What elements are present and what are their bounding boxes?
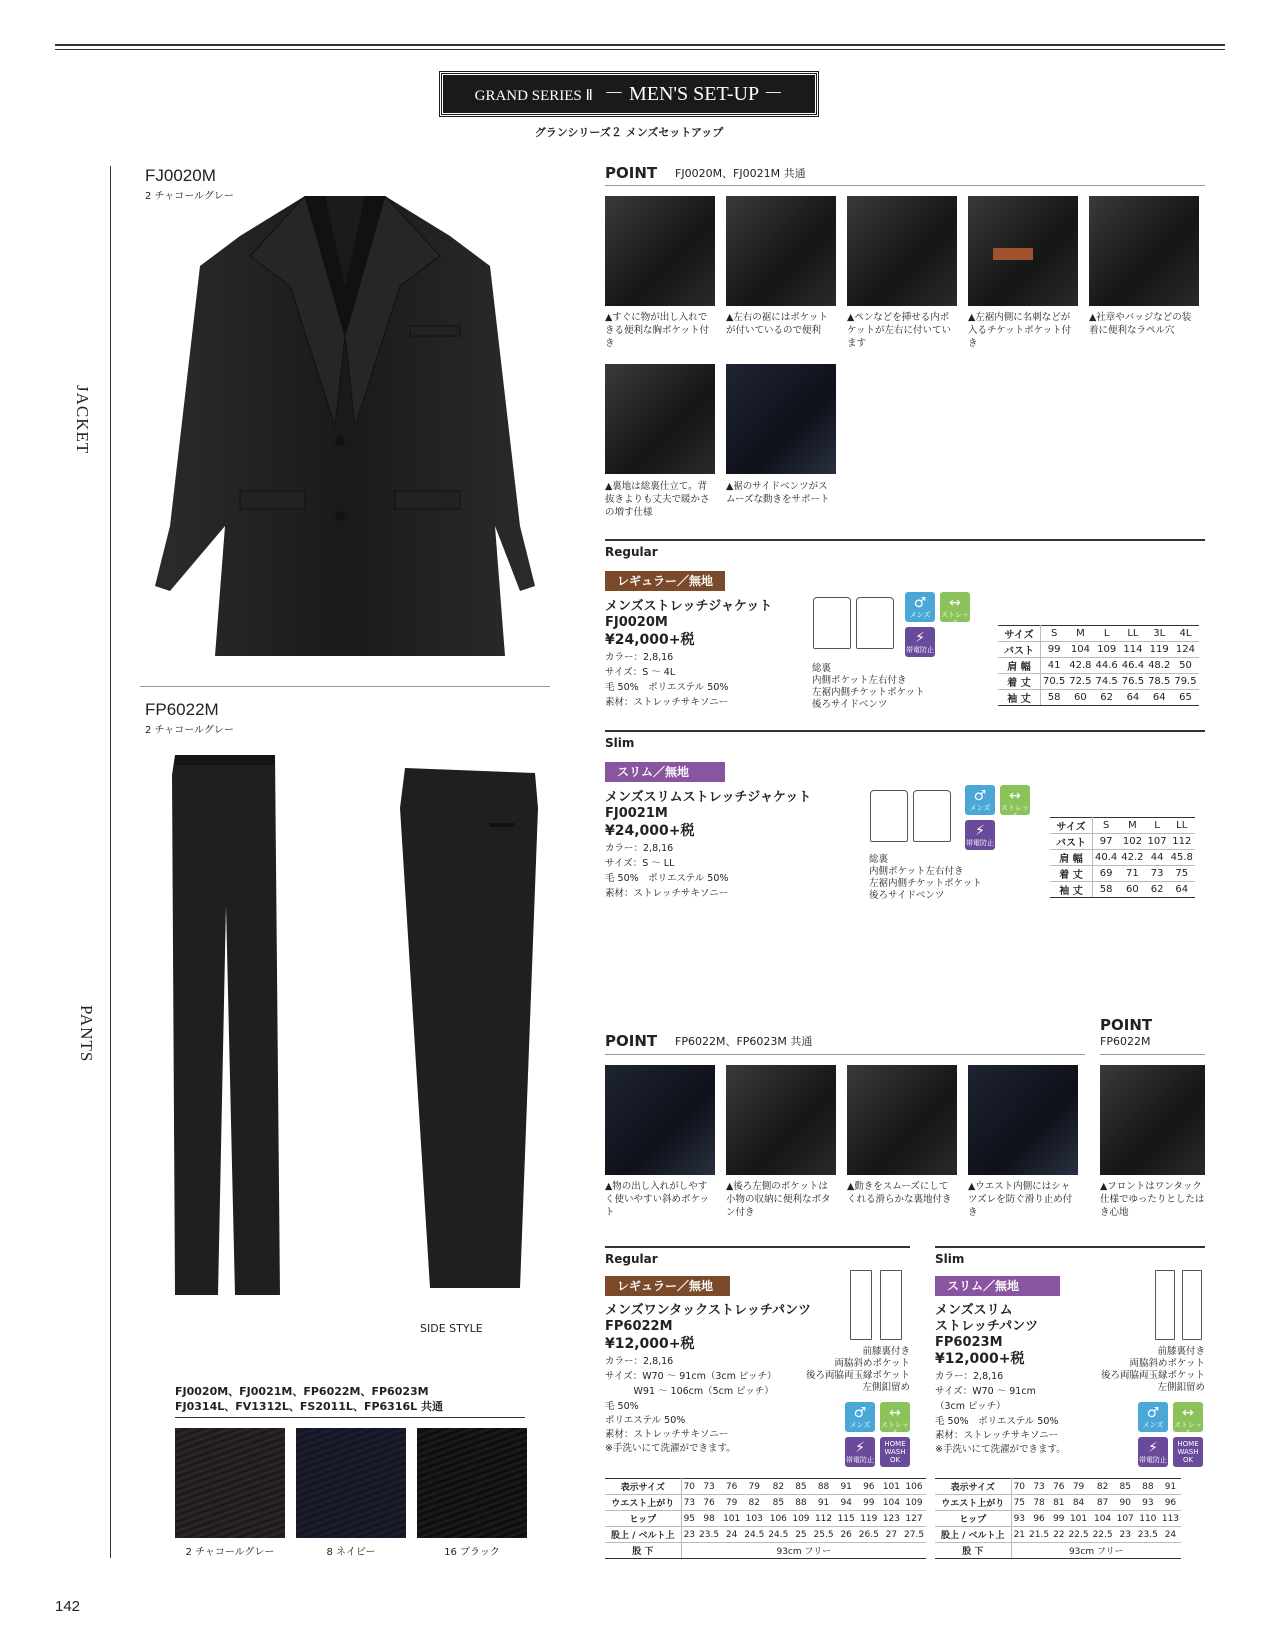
pants-regular-section: Regular xyxy=(605,1252,658,1266)
series-name: GRAND SERIES Ⅱ xyxy=(474,88,593,104)
pants-slim-feature-1: 前膝裏付き xyxy=(1157,1346,1205,1357)
jacket-slim-feature-1: 総裏 xyxy=(869,854,889,865)
jacket-slim-spec-color: カラー：2,8,16 xyxy=(605,843,674,854)
pants-slim-spec-1: カラー：2,8,16 xyxy=(935,1371,1004,1382)
pants-color: 2 チャコールグレー xyxy=(145,725,234,736)
point-photo-inner-pocket xyxy=(847,196,957,306)
pants-side-photo xyxy=(400,768,540,1298)
pants-point-caption-3: ▲動きをスムーズにしてくれる滑らかな裏地付き xyxy=(847,1181,952,1205)
pants-side-label: PANTS xyxy=(77,1005,96,1063)
mens-icon: ♂ メンズ xyxy=(905,592,935,622)
point-photo-lining xyxy=(605,364,715,474)
side-style-label: SIDE STYLE xyxy=(420,1322,483,1335)
swatch-label-black: 16 ブラック xyxy=(444,1547,500,1558)
point-photo-chest-pocket xyxy=(605,196,715,306)
pants-slim-feature-3: 後ろ両脇両玉縁ポケット xyxy=(1100,1370,1205,1381)
swatch-rule xyxy=(175,1417,525,1418)
pants-slim-size-table: 表示サイズ 70 73 76 79 82 85 88 91 ウエスト上がり 75 78 81 84 87 90 93 96 ヒップ 93 96 99 101 104 107 110 113 股上 / ベルト上 21 21.5 22 22.5 22.5 23 23.5 24 股 下 93cm フリー xyxy=(935,1478,1181,1559)
stretch-icon: ↔ ストレッチ xyxy=(940,592,970,622)
jacket-color: 2 チャコールグレー xyxy=(145,191,234,202)
jacket-code: FJ0020M xyxy=(145,166,216,185)
jacket-regular-spec-fabric: 毛 50% ポリエステル 50% xyxy=(605,682,729,693)
pants-point-photo-waist xyxy=(968,1065,1078,1175)
pants-regular-spec-3: W91 ～ 106cm（5cm ピッチ） xyxy=(605,1386,774,1397)
left-rule xyxy=(110,166,111,1558)
jacket-slim-spec-fabric: 毛 50% ポリエステル 50% xyxy=(605,873,729,884)
series-title: － MEN'S SET-UP － xyxy=(603,83,784,105)
pants-regular-price: ¥12,000+税 xyxy=(605,1336,695,1352)
point-caption-1: ▲すぐに物が出し入れできる便利な胸ポケット付き xyxy=(605,312,710,349)
jacket-slim-sketch-front xyxy=(870,790,908,842)
jacket-regular-feature-2: 内側ポケット左右付き xyxy=(812,675,907,686)
swatch-models-1: FJ0020M、FJ0021M、FP6022M、FP6023M xyxy=(175,1385,429,1398)
pants-regular-sketch-front xyxy=(850,1270,872,1340)
pants-regular-spec-5: ポリエステル 50% xyxy=(605,1415,686,1426)
point-caption-4: ▲左裾内側に名刺などが入るチケットポケット付き xyxy=(968,312,1072,349)
pants-regular-spec-1: カラー：2,8,16 xyxy=(605,1356,674,1367)
swatch-models-2: FJ0314L、FV1312L、FS2011L、FP6316L 共通 xyxy=(175,1400,443,1413)
pants-slim-spec-2: サイズ：W70 ～ 91cm xyxy=(935,1386,1036,1397)
jacket-slim-code: FJ0021M xyxy=(605,806,668,821)
jacket-slim-section: Slim xyxy=(605,736,635,750)
mens-icon: ♂ メンズ xyxy=(845,1402,875,1432)
point-photo-ticket-pocket xyxy=(968,196,1078,306)
jacket-point-label: POINT xyxy=(605,164,658,182)
jacket-slim-feature-3: 左裾内側チケットポケット xyxy=(869,878,982,889)
series-title-box xyxy=(440,72,818,116)
pants-point-photo-lining xyxy=(847,1065,957,1175)
point-caption-3: ▲ペンなどを挿せる内ポケットが左右に付いています xyxy=(847,312,952,349)
point-caption-2: ▲左右の裾にはポケットが付いているので便利 xyxy=(726,312,828,336)
pants-slim-name-2: ストレッチパンツ xyxy=(935,1319,1039,1334)
swatch-label-navy: 8 ネイビー xyxy=(326,1547,376,1558)
jacket-side-label: JACKET xyxy=(73,385,92,455)
point-caption-7: ▲裾のサイドベンツがスムーズな動きをサポート xyxy=(726,481,830,505)
home-wash-icon: HOME WASH OK xyxy=(1173,1437,1203,1467)
point-photo-side-vent xyxy=(726,364,836,474)
pants-point-caption-4: ▲ウエスト内側にはシャツズレを防ぐ滑り止め付き xyxy=(968,1181,1073,1218)
pants-point-models: FP6022M、FP6023M 共通 xyxy=(675,1035,813,1048)
pants-slim-price: ¥12,000+税 xyxy=(935,1351,1025,1367)
jacket-regular-rule xyxy=(605,539,1205,541)
jacket-slim-price: ¥24,000+税 xyxy=(605,823,695,839)
stretch-icon: ↔ ストレッチ xyxy=(1173,1402,1203,1432)
stretch-icon: ↔ ストレッチ xyxy=(1000,785,1030,815)
jacket-regular-name: メンズストレッチジャケット xyxy=(605,599,773,614)
pants-point-photo-tuck xyxy=(1100,1065,1205,1175)
mens-icon: ♂ メンズ xyxy=(1138,1402,1168,1432)
swatch-label-charcoal: 2 チャコールグレー xyxy=(185,1547,275,1558)
jacket-slim-name: メンズスリムストレッチジャケット xyxy=(605,790,812,805)
top-rule xyxy=(55,44,1225,46)
jacket-slim-rule xyxy=(605,730,1205,732)
stretch-icon: ↔ ストレッチ xyxy=(880,1402,910,1432)
home-wash-icon: HOME WASH OK xyxy=(880,1437,910,1467)
jacket-point-models: FJ0020M、FJ0021M 共通 xyxy=(675,167,806,180)
pants-regular-spec-2: サイズ：W70 ～ 91cm（3cm ピッチ） xyxy=(605,1371,777,1382)
pants-regular-tag: レギュラー／無地 xyxy=(605,1276,730,1296)
jacket-regular-feature-1: 総裏 xyxy=(812,663,832,674)
point-caption-6: ▲裏地は総裏仕立て。背抜きよりも丈夫で暖かさの増す仕様 xyxy=(605,481,710,518)
jacket-photo xyxy=(140,196,550,666)
jacket-regular-spec-size: サイズ：S ～ 4L xyxy=(605,667,676,678)
pants-regular-code: FP6022M xyxy=(605,1319,673,1334)
pants-slim-name-1: メンズスリム xyxy=(935,1303,1013,1318)
pants-point-photo-back-pocket xyxy=(726,1065,836,1175)
jacket-slim-spec-size: サイズ：S ～ LL xyxy=(605,858,675,869)
jacket-slim-size-table: サイズ S M L LL バスト 97 102 107 112 肩 幅 40.4 42.2 44 45.8 着 丈 69 71 73 75 袖 丈 58 60 62 64 xyxy=(1050,817,1195,898)
pants-point-photo-pocket xyxy=(605,1065,715,1175)
page-number: 142 xyxy=(55,1598,81,1615)
swatch-navy xyxy=(296,1428,406,1538)
jacket-slim-sketch-back xyxy=(913,790,951,842)
point-photo-lapel-hole xyxy=(1089,196,1199,306)
jacket-slim-feature-2: 内側ポケット左右付き xyxy=(869,866,964,877)
pants-regular-rule xyxy=(605,1246,910,1248)
jacket-regular-tag: レギュラー／無地 xyxy=(605,571,725,591)
pants-slim-code: FP6023M xyxy=(935,1335,1003,1350)
pants-slim-spec-5: 素材：ストレッチサキソニー xyxy=(935,1430,1059,1441)
pants-regular-name: メンズワンタックストレッチパンツ xyxy=(605,1303,812,1318)
jacket-slim-feature-4: 後ろサイドベンツ xyxy=(869,890,945,901)
jacket-regular-feature-3: 左裾内側チケットポケット xyxy=(812,687,925,698)
pants-point-rule xyxy=(605,1054,1085,1055)
pants-slim-sketch-front xyxy=(1155,1270,1175,1340)
pants-slim-spec-3: （3cm ピッチ） xyxy=(935,1401,1006,1412)
pants-regular-size-table: 表示サイズ 70 73 76 79 82 85 88 91 96 101 106 ウエスト上がり 73 76 79 82 85 88 91 94 99 104 109 ヒップ 95 98 101 103 106 109 112 115 119 123 127 股上 / ベルト上 23 23.5 24 24.5 24.5 25 25.5 26 26.5 27 27.5 股 下 93cm フリー xyxy=(605,1478,926,1559)
jacket-slim-spec-material: 素材：ストレッチサキソニー xyxy=(605,888,729,899)
pants-code: FP6022M xyxy=(145,700,219,719)
series-subtitle: グランシリーズ２ メンズセットアップ xyxy=(534,126,724,139)
jacket-regular-sketch-front xyxy=(813,597,851,649)
pants-regular-feature-1: 前膝裏付き xyxy=(862,1346,910,1357)
mens-icon: ♂ メンズ xyxy=(965,785,995,815)
point-photo-hem-pocket xyxy=(726,196,836,306)
pants-slim-sketch-back xyxy=(1182,1270,1202,1340)
jacket-point-rule xyxy=(605,185,1205,186)
pants-front-photo xyxy=(170,755,280,1315)
pants-slim-spec-4: 毛 50% ポリエステル 50% xyxy=(935,1416,1059,1427)
top-rule-thin xyxy=(55,49,1225,50)
pants-slim-rule xyxy=(935,1246,1205,1248)
swatch-black xyxy=(417,1428,527,1538)
antistatic-icon: ⚡ 帯電防止 xyxy=(1138,1437,1168,1467)
pants-slim-tag: スリム／無地 xyxy=(935,1276,1060,1296)
pants-point-label: POINT xyxy=(605,1032,658,1050)
pants-slim-section: Slim xyxy=(935,1252,965,1266)
antistatic-icon: ⚡ 帯電防止 xyxy=(905,627,935,657)
jacket-regular-spec-color: カラー：2,8,16 xyxy=(605,652,674,663)
jacket-regular-sketch-back xyxy=(856,597,894,649)
jacket-regular-feature-4: 後ろサイドベンツ xyxy=(812,699,888,710)
jacket-regular-price: ¥24,000+税 xyxy=(605,632,695,648)
pants-slim-feature-4: 左側釦留め xyxy=(1157,1382,1205,1393)
jacket-regular-code: FJ0020M xyxy=(605,615,668,630)
pants-regular-spec-4: 毛 50% xyxy=(605,1401,639,1412)
antistatic-icon: ⚡ 帯電防止 xyxy=(965,820,995,850)
point-caption-5: ▲社章やバッジなどの装着に便利なラペル穴 xyxy=(1089,312,1192,336)
pants-point2-caption: ▲フロントはワンタック仕様でゆったりとしたはき心地 xyxy=(1100,1181,1205,1218)
pants-slim-feature-2: 両脇斜めポケット xyxy=(1129,1358,1205,1369)
pants-regular-sketch-back xyxy=(880,1270,902,1340)
jacket-slim-tag: スリム／無地 xyxy=(605,762,725,782)
pants-regular-feature-2: 両脇斜めポケット xyxy=(834,1358,910,1369)
pants-regular-feature-3: 後ろ両脇両玉縁ポケット xyxy=(805,1370,910,1381)
jacket-regular-size-table: サイズ S M L LL 3L 4L バスト 99 104 109 114 119 124 肩 幅 41 42.8 44.6 46.4 48.2 50 着 丈 70.5 72.5 74.5 76.5 78.5 79.5 袖 丈 58 60 62 64 64 65 xyxy=(998,625,1199,706)
pants-point-caption-2: ▲後ろ左側のポケットは小物の収納に便利なボタン付き xyxy=(726,1181,831,1218)
pants-slim-spec-6: ※手洗いにて洗濯ができます。 xyxy=(935,1444,1066,1455)
pants-point-caption-1: ▲物の出し入れがしやすく使いやすい斜めポケット xyxy=(605,1181,710,1218)
jacket-regular-section: Regular xyxy=(605,545,658,559)
pants-point2-models: FP6022M xyxy=(1100,1035,1151,1048)
jacket-pants-divider xyxy=(140,686,550,687)
pants-point2-label: POINT xyxy=(1100,1016,1153,1034)
pants-point2-rule xyxy=(1100,1054,1205,1055)
swatch-charcoal xyxy=(175,1428,285,1538)
pants-regular-spec-7: ※手洗いにて洗濯ができます。 xyxy=(605,1443,736,1454)
pants-regular-spec-6: 素材：ストレッチサキソニー xyxy=(605,1429,729,1440)
jacket-regular-spec-material: 素材：ストレッチサキソニー xyxy=(605,697,729,708)
pants-regular-feature-4: 左側釦留め xyxy=(862,1382,910,1393)
antistatic-icon: ⚡ 帯電防止 xyxy=(845,1437,875,1467)
